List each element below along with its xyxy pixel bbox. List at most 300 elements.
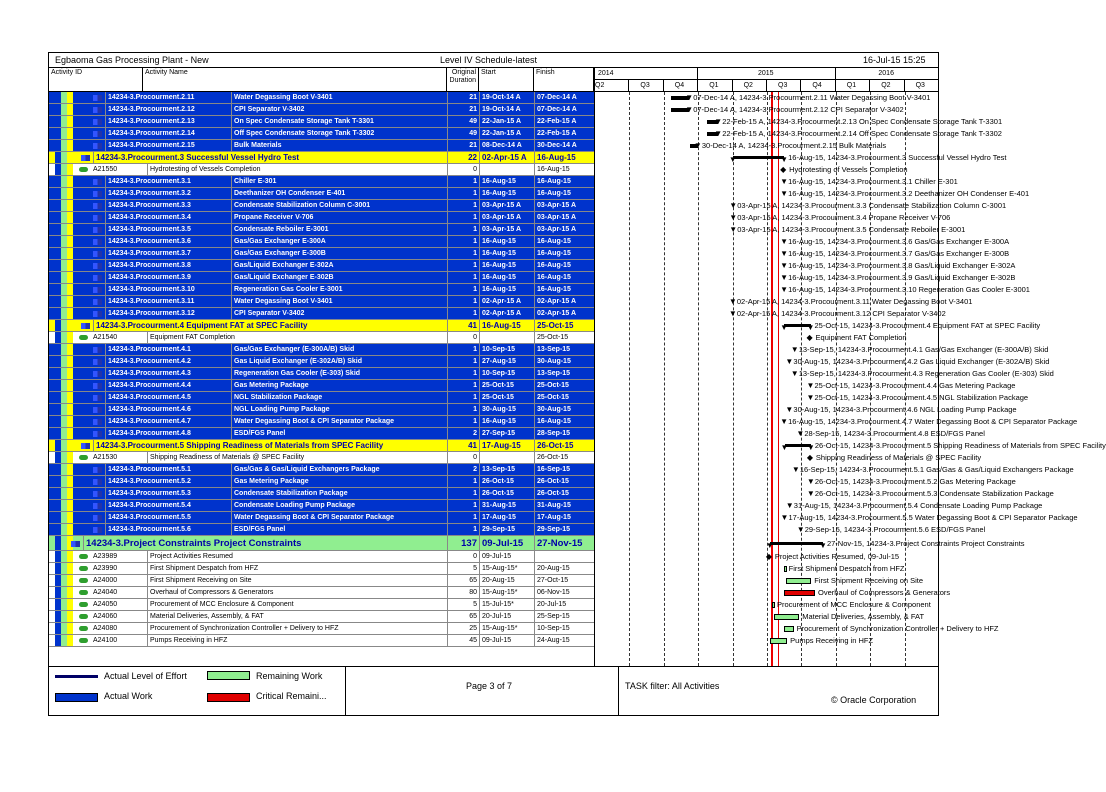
activity-name: ESD/FGS Panel — [231, 428, 447, 440]
bar-label: First Shipment Despatch from HFZ — [788, 564, 905, 573]
finish-date: 26-Oct-15 — [534, 440, 594, 452]
duration: 1 — [447, 296, 479, 308]
hierarchy-stripe — [67, 116, 73, 127]
quarter-divider — [835, 80, 836, 92]
task-bar-icon — [93, 395, 102, 401]
duration: 1 — [447, 512, 479, 524]
finish-marker: ▼ — [780, 237, 789, 246]
activity-row[interactable] — [49, 200, 594, 212]
duration: 1 — [447, 248, 479, 260]
activity-id: A24050 — [93, 601, 118, 608]
finish-date: 25-Oct-15 — [534, 380, 594, 392]
filter-text: TASK filter: All Activities — [625, 681, 720, 691]
bar-label: 02-Apr-15 A, 14234-3.Procourment.3.11 Water Degassing Boot V-3401 — [736, 297, 973, 306]
activity-name: Gas Metering Package — [231, 476, 447, 488]
quarter-divider — [766, 80, 767, 92]
task-bar-icon — [93, 179, 102, 185]
constraint-row[interactable] — [49, 599, 594, 611]
start-date: 15-Aug-15* — [479, 563, 534, 575]
activity-id: 14234-3.Procourment.3.6 — [105, 236, 345, 248]
activity-row[interactable] — [49, 476, 594, 488]
wbs-group-row[interactable] — [49, 536, 594, 551]
activity-name: Water Degassing Boot & CPI Separator Package — [231, 512, 447, 524]
activity-name: Hydrotesting of Vessels Completion — [147, 164, 447, 176]
remaining-work-bar — [770, 638, 787, 644]
duration: 2 — [447, 464, 479, 476]
start-date: 16-Aug-15 — [479, 272, 534, 284]
actual-loe-swatch — [55, 675, 98, 678]
activity-name: On Spec Condensate Storage Tank T-3301 — [231, 116, 447, 128]
milestone-row[interactable] — [49, 164, 594, 176]
activity-name: Project Activities Resumed — [147, 551, 447, 563]
start-date: 15-Aug-15* — [479, 587, 534, 599]
finish-date: 24-Aug-15 — [534, 635, 594, 647]
activity-row[interactable] — [49, 380, 594, 392]
activity-row[interactable] — [49, 92, 594, 104]
bar-label: 25-Oct-15, 14234-3.Procourment.4 Equipment FAT at SPEC Facility — [814, 321, 1041, 330]
finish-date: 10-Sep-15 — [534, 623, 594, 635]
hierarchy-stripe — [67, 104, 73, 115]
start-date: 16-Aug-15 — [479, 320, 534, 332]
remaining-work-bar — [784, 566, 787, 572]
hierarchy-stripe — [67, 332, 73, 343]
actual-work-swatch — [55, 693, 98, 702]
milestone-row[interactable] — [49, 452, 594, 464]
activity-id: 14234-3.Procourment.4.2 — [105, 356, 345, 368]
constraint-row[interactable] — [49, 611, 594, 623]
bar-label: 26-Oct-15, 14234-3.Procourment.5 Shipping Readiness of Materials from SPEC Facility — [814, 441, 1106, 450]
activity-id: 14234-3.Procourment.2.11 — [105, 92, 345, 104]
task-bar-icon — [93, 407, 102, 413]
finish-marker: ▼ — [796, 429, 805, 438]
finish-date: 25-Oct-15 — [534, 392, 594, 404]
col-finish[interactable]: Finish — [534, 68, 594, 92]
bar-label: 03-Apr-15 A, 14234-3.Procourment.3.5 Condensate Reboiler E-3001 — [737, 225, 966, 234]
start-date: 02-Apr-15 A — [479, 296, 534, 308]
activity-row[interactable] — [49, 284, 594, 296]
activity-name: Gas Liquid Exchanger (E-302A/B) Skid — [231, 356, 447, 368]
bar-label: 22-Feb-15 A, 14234-3.Procourment.2.14 Off Spec Condensate Storage Tank T-3302 — [722, 129, 1002, 138]
activity-name: Shipping Readiness of Materials @ SPEC Facility — [147, 452, 447, 464]
remaining-work-bar — [772, 602, 775, 608]
activity-id: 14234-3.Procourment.3 Successful Vessel Hydro Test — [93, 152, 447, 164]
finish-marker: ▼ — [729, 201, 738, 210]
col-activity-name[interactable]: Activity Name — [143, 68, 447, 92]
year-label: 2015 — [758, 70, 774, 77]
finish-date: 16-Aug-15 — [534, 260, 594, 272]
bar-label: 16-Aug-15, 14234-3.Procourment.3.6 Gas/Gas Exchanger E-300A — [788, 237, 1010, 246]
task-bar-icon — [93, 119, 102, 125]
bar-label: 16-Sep-15, 14234-3.Procourment.5.1 Gas/Gas & Gas/Liquid Exchangers Package — [799, 465, 1074, 474]
start-date: 16-Aug-15 — [479, 176, 534, 188]
activity-name: Overhaul of Compressors & Generators — [147, 587, 447, 599]
constraint-row[interactable] — [49, 623, 594, 635]
year-divider — [594, 68, 595, 80]
activity-name: First Shipment Receiving on Site — [147, 575, 447, 587]
bar-label: 16-Aug-15, 14234-3.Procourment.3.7 Gas/Gas Exchanger E-300B — [788, 249, 1010, 258]
hierarchy-stripe — [67, 320, 73, 331]
start-date: 09-Jul-15 — [479, 551, 534, 563]
activity-id: 14234-3.Procourment.4.7 — [105, 416, 345, 428]
bar-label: 30-Aug-15, 14234-3.Procourment.4.2 Gas Liquid Exchanger (E-302A/B) Skid — [793, 357, 1050, 366]
activity-row[interactable] — [49, 416, 594, 428]
duration: 21 — [447, 140, 479, 152]
start-date: 31-Aug-15 — [479, 500, 534, 512]
start-date: 15-Aug-15* — [479, 623, 534, 635]
finish-marker: ▼ — [806, 393, 815, 402]
duration: 137 — [447, 536, 479, 551]
activity-row[interactable] — [49, 392, 594, 404]
quarter-divider — [663, 80, 664, 92]
activity-row[interactable] — [49, 296, 594, 308]
activity-id: 14234-3.Procourment.4.4 — [105, 380, 345, 392]
bar-label: Overhaul of Compressors & Generators — [818, 588, 951, 597]
finish-date: 03-Apr-15 A — [534, 224, 594, 236]
duration: 1 — [447, 272, 479, 284]
finish-date: 17-Aug-15 — [534, 512, 594, 524]
activity-row[interactable] — [49, 500, 594, 512]
milestone-badge-icon — [79, 566, 88, 571]
bar-label: 30-Dec-14 A, 14234-3.Procourment.2.15 Bulk Materials — [701, 141, 887, 150]
hierarchy-stripe — [67, 212, 73, 223]
hierarchy-stripe — [67, 524, 73, 535]
hierarchy-stripe — [67, 368, 73, 379]
start-date: 25-Oct-15 — [479, 380, 534, 392]
finish-marker: ▼ — [685, 105, 694, 114]
duration: 1 — [447, 488, 479, 500]
activity-name: Water Degassing Boot & CPI Separator Package — [231, 416, 447, 428]
bar-label: Shipping Readiness of Materials @ SPEC Facility — [815, 453, 982, 462]
duration: 0 — [447, 551, 479, 563]
activity-id: 14234-3.Procourment.5.1 — [105, 464, 345, 476]
duration: 21 — [447, 104, 479, 116]
quarter-divider — [732, 80, 733, 92]
activity-row[interactable] — [49, 308, 594, 320]
activity-name: Gas/Gas Exchanger E-300A — [231, 236, 447, 248]
legend-actual-loe: Actual Level of Effort — [104, 671, 187, 681]
quarter-divider — [904, 80, 905, 92]
summary-start-cap: ▼ — [728, 155, 737, 164]
duration: 1 — [447, 308, 479, 320]
summary-bar — [770, 542, 823, 545]
activity-name: NGL Loading Pump Package — [231, 404, 447, 416]
activity-name: Off Spec Condensate Storage Tank T-3302 — [231, 128, 447, 140]
activity-row[interactable] — [49, 272, 594, 284]
task-bar-icon — [93, 251, 102, 257]
start-date: 16-Aug-15 — [479, 248, 534, 260]
critical-remaining-bar — [784, 590, 815, 596]
legend-box — [49, 667, 346, 716]
hierarchy-stripe — [67, 284, 73, 295]
task-bar-icon — [93, 287, 102, 293]
activity-id: A24040 — [93, 589, 118, 596]
task-bar-icon — [93, 131, 102, 137]
finish-date: 06-Nov-15 — [534, 587, 594, 599]
col-activity-id[interactable]: Activity ID — [49, 68, 143, 92]
activity-id: 14234-3.Procourment.3.1 — [105, 176, 345, 188]
wbs-row[interactable] — [49, 320, 594, 332]
finish-date: 13-Sep-15 — [534, 344, 594, 356]
hierarchy-stripe — [67, 587, 73, 598]
task-bar-icon — [81, 443, 90, 449]
start-date: 22-Jan-15 A — [479, 116, 534, 128]
bar-label: 16-Aug-15, 14234-3.Procourment.3.9 Gas/Liquid Exchanger E-302B — [788, 273, 1016, 282]
quarter-label: Q2 — [881, 82, 891, 89]
activity-row[interactable] — [49, 116, 594, 128]
task-bar-icon — [93, 143, 102, 149]
hierarchy-stripe — [67, 248, 73, 259]
start-date: 26-Oct-15 — [479, 476, 534, 488]
remaining-work-bar — [784, 626, 794, 632]
bar-label: 26-Oct-15, 14234-3.Procourment.5.2 Gas Metering Package — [814, 477, 1016, 486]
activity-id: 14234-3.Procourment.5 Shipping Readiness of Materials from SPEC Facility — [93, 440, 447, 452]
milestone-badge-icon — [79, 638, 88, 643]
timeline-years — [594, 68, 938, 80]
constraint-row[interactable] — [49, 635, 594, 647]
duration: 22 — [447, 152, 479, 164]
activity-row[interactable] — [49, 248, 594, 260]
constraint-row[interactable] — [49, 587, 594, 599]
activity-name: Propane Receiver V-706 — [231, 212, 447, 224]
activity-id: 14234-3.Procourment.5.3 — [105, 488, 345, 500]
wbs-row[interactable] — [49, 152, 594, 164]
task-bar-icon — [81, 155, 90, 161]
activity-id: 14234-3.Procourment.5.2 — [105, 476, 345, 488]
quarter-label: Q1 — [709, 82, 719, 89]
duration: 49 — [447, 128, 479, 140]
activity-row[interactable] — [49, 404, 594, 416]
bar-label: 07-Dec-14 A, 14234-3.Procourment.2.11 Water Degassing Boot V-3401 — [693, 93, 931, 102]
constraint-row[interactable] — [49, 575, 594, 587]
activity-id: 14234-3.Procourment.3.5 — [105, 224, 345, 236]
activity-row[interactable] — [49, 428, 594, 440]
finish-date: 16-Aug-15 — [534, 236, 594, 248]
col-duration[interactable]: Original Duration — [447, 68, 479, 92]
activity-name: Gas/Gas Exchanger E-300B — [231, 248, 447, 260]
hierarchy-stripe — [67, 164, 73, 175]
task-bar-icon — [93, 503, 102, 509]
hierarchy-stripe — [67, 260, 73, 271]
activity-id: A21550 — [93, 166, 118, 173]
col-start[interactable]: Start — [479, 68, 534, 92]
finish-date: 02-Apr-15 A — [534, 296, 594, 308]
bar-label: 16-Aug-15, 14234-3.Procourment.3.1 Chiller E-301 — [788, 177, 958, 186]
milestone-badge-icon — [79, 455, 88, 460]
finish-marker: ▼ — [729, 213, 738, 222]
activity-id: 14234-3.Procourment.3.3 — [105, 200, 345, 212]
finish-marker: ▼ — [780, 189, 789, 198]
hierarchy-stripe — [67, 428, 73, 439]
bar-label: 02-Apr-15 A, 14234-3.Procourment.3.12 CPI Separator V-3402 — [736, 309, 946, 318]
finish-date: 07-Dec-14 A — [534, 104, 594, 116]
finish-date: 31-Aug-15 — [534, 500, 594, 512]
activity-row[interactable] — [49, 128, 594, 140]
milestone-diamond: ◆ — [780, 165, 787, 174]
finish-marker: ▼ — [685, 93, 694, 102]
finish-marker: ▼ — [806, 381, 815, 390]
gantt-gridline — [767, 92, 768, 666]
finish-marker: ▼ — [790, 345, 799, 354]
activity-name: CPI Separator V-3402 — [231, 104, 447, 116]
activity-row[interactable] — [49, 212, 594, 224]
finish-date: 20-Aug-15 — [534, 563, 594, 575]
activity-row[interactable] — [49, 188, 594, 200]
constraint-row[interactable] — [49, 563, 594, 575]
milestone-diamond: ◆ — [806, 333, 813, 342]
milestone-diamond: ◆ — [765, 552, 772, 561]
duration: 1 — [447, 284, 479, 296]
activity-name: Gas/Liquid Exchanger E-302A — [231, 260, 447, 272]
activity-name: Equipment FAT Completion — [147, 332, 447, 344]
legend-footer — [49, 666, 938, 715]
bar-label: 16-Aug-15, 14234-3.Procourment.3.10 Regeneration Gas Cooler E-3001 — [788, 285, 1030, 294]
activity-name: Material Deliveries, Assembly, & FAT — [147, 611, 447, 623]
finish-date: 26-Oct-15 — [534, 488, 594, 500]
activity-name: CPI Separator V-3402 — [231, 308, 447, 320]
start-date: 08-Dec-14 A — [479, 140, 534, 152]
activity-row[interactable] — [49, 512, 594, 524]
duration: 5 — [447, 599, 479, 611]
gantt-chart — [594, 92, 1106, 666]
hierarchy-stripe — [67, 416, 73, 427]
start-date: 16-Aug-15 — [479, 260, 534, 272]
milestone-row[interactable] — [49, 551, 594, 563]
activity-name: ESD/FGS Panel — [231, 524, 447, 536]
finish-marker: ▼ — [714, 117, 723, 126]
activity-row[interactable] — [49, 104, 594, 116]
activity-row[interactable] — [49, 488, 594, 500]
quarter-divider — [800, 80, 801, 92]
summary-end-cap: ▼ — [818, 540, 827, 550]
duration: 1 — [447, 176, 479, 188]
bar-label: 29-Sep-15, 14234-3.Procourment.5.6 ESD/FGS Panel — [804, 525, 986, 534]
critical-remaining-swatch — [207, 693, 250, 702]
wbs-row[interactable] — [49, 440, 594, 452]
activity-row[interactable] — [49, 140, 594, 152]
activity-id: 14234-3.Procourment.3.9 — [105, 272, 345, 284]
hierarchy-stripe — [67, 152, 73, 163]
activity-row[interactable] — [49, 356, 594, 368]
bar-label: 27-Nov-15, 14234-3.Project Constraints Project Constraints — [826, 538, 1025, 548]
duration: 80 — [447, 587, 479, 599]
activity-name: NGL Stabilization Package — [231, 392, 447, 404]
activity-id: A24100 — [93, 637, 118, 644]
summary-end-cap: ▼ — [806, 443, 815, 452]
hierarchy-stripe — [67, 476, 73, 487]
finish-marker: ▼ — [780, 261, 789, 270]
task-bar-icon — [93, 263, 102, 269]
activity-row[interactable] — [49, 260, 594, 272]
task-bar-icon — [93, 203, 102, 209]
data-date-line — [771, 92, 773, 666]
activity-id: 14234-3.Procourment.2.12 — [105, 104, 345, 116]
activity-row[interactable] — [49, 176, 594, 188]
activity-name: Water Degassing Boot V-3401 — [231, 92, 447, 104]
quarter-divider — [697, 80, 698, 92]
summary-start-cap: ▼ — [780, 443, 789, 452]
bar-label: 17-Aug-15, 14234-3.Procourment.5.5 Water Degassing Boot & CPI Separator Package — [788, 513, 1078, 522]
duration: 1 — [447, 500, 479, 512]
task-bar-icon — [93, 431, 102, 437]
finish-date: 28-Sep-15 — [534, 428, 594, 440]
activity-row[interactable] — [49, 236, 594, 248]
activity-name: Condensate Loading Pump Package — [231, 500, 447, 512]
activity-name: Water Degassing Boot V-3401 — [231, 296, 447, 308]
activity-row[interactable] — [49, 224, 594, 236]
bar-label: Material Deliveries, Assembly, & FAT — [802, 612, 925, 621]
finish-marker: ▼ — [780, 177, 789, 186]
activity-name: Chiller E-301 — [231, 176, 447, 188]
duration: 0 — [447, 332, 479, 344]
activity-row[interactable] — [49, 344, 594, 356]
activity-name: Gas Metering Package — [231, 380, 447, 392]
start-date: 22-Jan-15 A — [479, 128, 534, 140]
duration: 41 — [447, 440, 479, 452]
page-number: Page 3 of 7 — [466, 681, 513, 691]
finish-marker: ▼ — [693, 141, 702, 150]
start-date: 03-Apr-15 A — [479, 224, 534, 236]
finish-date: 16-Aug-15 — [534, 248, 594, 260]
duration: 1 — [447, 212, 479, 224]
start-date: 09-Jul-15 — [479, 536, 534, 551]
activity-row[interactable] — [49, 368, 594, 380]
activity-name: Regeneration Gas Cooler (E-303) Skid — [231, 368, 447, 380]
bar-label: 16-Aug-15, 14234-3.Procourment.3 Successful Vessel Hydro Test — [788, 153, 1007, 162]
schedule-sheet — [48, 52, 1106, 716]
duration: 5 — [447, 563, 479, 575]
start-date: 10-Sep-15 — [479, 344, 534, 356]
activity-row[interactable] — [49, 464, 594, 476]
hierarchy-stripe — [67, 452, 73, 463]
hierarchy-stripe — [67, 128, 73, 139]
hierarchy-stripe — [67, 611, 73, 622]
start-date: 26-Oct-15 — [479, 488, 534, 500]
finish-marker: ▼ — [780, 285, 789, 294]
duration: 1 — [447, 344, 479, 356]
start-date: 27-Aug-15 — [479, 356, 534, 368]
start-date: 29-Sep-15 — [479, 524, 534, 536]
duration: 1 — [447, 416, 479, 428]
activity-row[interactable] — [49, 524, 594, 536]
milestone-row[interactable] — [49, 332, 594, 344]
activity-name: Gas/Gas Exchanger (E-300A/B) Skid — [231, 344, 447, 356]
task-bar-icon — [93, 299, 102, 305]
finish-date: 16-Aug-15 — [534, 188, 594, 200]
hierarchy-stripe — [67, 623, 73, 634]
bar-label: First Shipment Receiving on Site — [814, 576, 924, 585]
duration: 21 — [447, 92, 479, 104]
hierarchy-stripe — [67, 224, 73, 235]
year-label: 2014 — [598, 70, 614, 77]
hierarchy-stripe — [67, 140, 73, 151]
task-bar-icon — [93, 107, 102, 113]
start-date: 27-Sep-15 — [479, 428, 534, 440]
bar-label: 16-Aug-15, 14234-3.Procourment.4.7 Water Degassing Boot & CPI Separator Package — [788, 417, 1078, 426]
activity-name: First Shipment Despatch from HFZ — [147, 563, 447, 575]
hierarchy-stripe — [67, 551, 73, 562]
activity-id: 14234-3.Procourment.4.1 — [105, 344, 345, 356]
activity-id: 14234-3.Procourment.2.14 — [105, 128, 345, 140]
report-datetime: 16-Jul-15 15:25 — [863, 55, 926, 65]
column-header — [49, 68, 938, 92]
start-date: 17-Aug-15 — [479, 440, 534, 452]
activity-name: Procurement of Synchronization Controller + Delivery to HFZ — [147, 623, 447, 635]
finish-date: 20-Jul-15 — [534, 599, 594, 611]
activity-id: 14234-3.Procourment.3.12 — [105, 308, 345, 320]
activity-id: 14234-3.Procourment.5.4 — [105, 500, 345, 512]
task-bar-icon — [93, 359, 102, 365]
start-date — [479, 452, 534, 464]
